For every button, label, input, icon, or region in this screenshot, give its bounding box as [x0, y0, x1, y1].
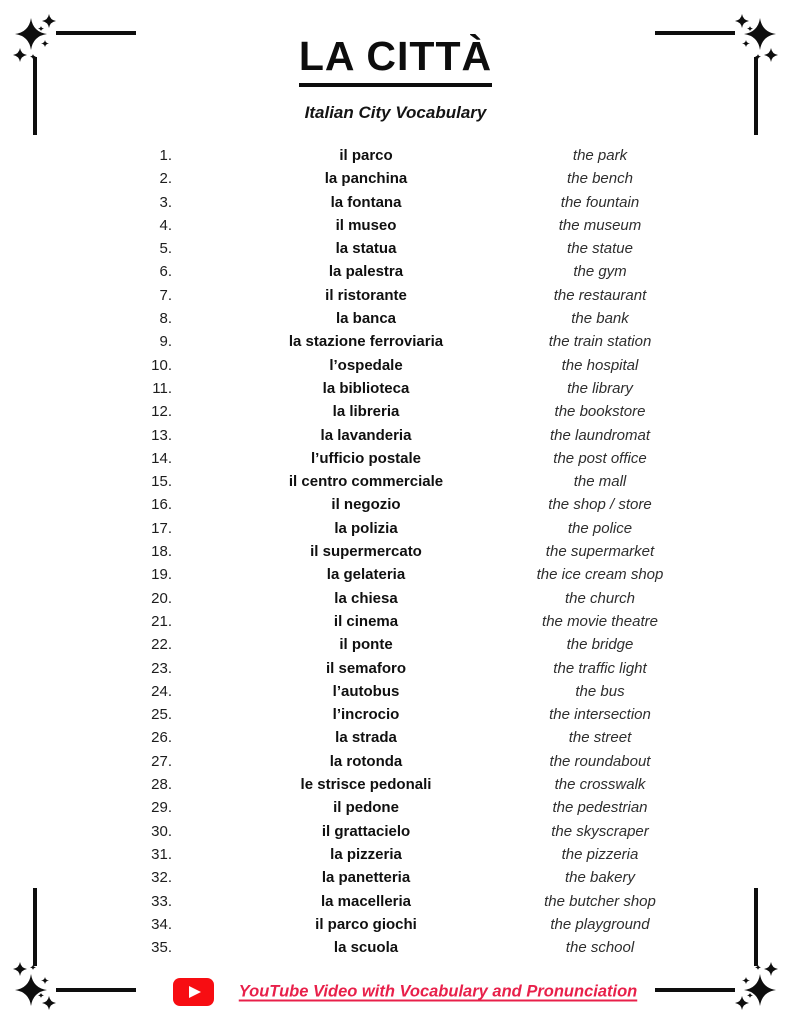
item-number: 12. [151, 403, 172, 421]
vocab-row [0, 400, 791, 423]
item-italian: la banca [335, 310, 397, 328]
item-english: the shop / store [548, 496, 652, 514]
vocab-row [0, 191, 791, 214]
item-english: the supermarket [545, 543, 655, 561]
item-italian: la panchina [324, 170, 408, 188]
item-english: the street [568, 729, 632, 747]
item-number: 16. [151, 496, 172, 514]
item-italian: la biblioteca [322, 379, 410, 397]
item-english: the bakery [564, 869, 636, 887]
item-number: 35. [151, 939, 172, 957]
vocab-row [0, 703, 791, 726]
vocab-row [0, 633, 791, 656]
item-number: 7. [159, 286, 172, 304]
vocab-row [0, 167, 791, 190]
page-title: LA CITTÀ [0, 33, 791, 87]
item-italian: il negozio [331, 496, 401, 514]
footer [0, 977, 791, 1007]
vocab-row [0, 260, 791, 283]
item-english: the church [564, 589, 636, 607]
item-number: 28. [151, 776, 172, 794]
vocab-row [0, 330, 791, 353]
item-english: the traffic light [553, 659, 647, 677]
item-italian: il grattacielo [321, 822, 411, 840]
item-number: 6. [159, 263, 172, 281]
vocab-row [0, 750, 791, 773]
item-number: 2. [159, 170, 172, 188]
vocab-row [0, 820, 791, 843]
item-number: 29. [151, 799, 172, 817]
item-italian: la pizzeria [330, 845, 402, 863]
item-italian: la palestra [328, 263, 404, 281]
item-italian: la gelateria [326, 566, 406, 584]
item-italian: la libreria [332, 403, 400, 421]
vocab-row [0, 447, 791, 470]
item-number: 8. [159, 310, 172, 328]
item-italian: la polizia [334, 519, 398, 537]
item-number: 25. [151, 706, 172, 724]
item-number: 22. [151, 636, 172, 654]
item-italian: il supermercato [310, 543, 422, 561]
item-italian: il parco giochi [315, 915, 417, 933]
vocab-row [0, 563, 791, 586]
item-italian: la statua [335, 240, 397, 258]
item-english: the library [567, 379, 633, 397]
item-english: the roundabout [549, 752, 651, 770]
item-number: 18. [151, 543, 172, 561]
vocab-row [0, 470, 791, 493]
item-italian: il semaforo [325, 659, 407, 677]
item-english: the playground [550, 915, 650, 933]
vocab-row [0, 354, 791, 377]
vocab-row [0, 936, 791, 959]
item-number: 14. [151, 449, 172, 467]
item-english: the pizzeria [561, 845, 639, 863]
item-italian: l’incrocio [332, 706, 400, 724]
item-italian: il museo [335, 216, 397, 234]
vocab-list [0, 144, 791, 959]
item-italian: l’autobus [332, 682, 400, 700]
item-italian: la fontana [330, 193, 402, 211]
item-italian: il ristorante [325, 286, 407, 304]
item-italian: la lavanderia [320, 426, 412, 444]
item-english: the intersection [549, 706, 651, 724]
item-english: the butcher shop [544, 892, 656, 910]
item-english: the bookstore [554, 403, 646, 421]
item-english: the movie theatre [542, 612, 658, 630]
vocab-row [0, 913, 791, 936]
item-number: 11. [152, 379, 172, 397]
item-number: 4. [159, 216, 172, 234]
item-italian: la stazione ferroviaria [288, 333, 444, 351]
item-number: 27. [151, 752, 172, 770]
item-italian: l’ospedale [329, 356, 403, 374]
item-english: the bank [571, 310, 629, 328]
item-number: 21. [151, 612, 172, 630]
vocab-row [0, 610, 791, 633]
item-italian: il centro commerciale [288, 473, 444, 491]
item-italian: la scuola [333, 939, 399, 957]
item-number: 19. [151, 566, 172, 584]
item-english: the school [565, 939, 635, 957]
item-italian: il ponte [339, 636, 393, 654]
vocab-row [0, 587, 791, 610]
item-number: 24. [151, 682, 172, 700]
item-english: the gym [573, 263, 627, 281]
item-number: 32. [151, 869, 172, 887]
item-english: the mall [573, 473, 627, 491]
item-number: 10. [151, 356, 172, 374]
item-italian: la chiesa [334, 589, 398, 607]
item-english: the bus [575, 682, 625, 700]
vocab-row [0, 214, 791, 237]
vocab-row [0, 726, 791, 749]
item-number: 34. [151, 915, 172, 933]
vocab-row [0, 657, 791, 680]
item-number: 26. [151, 729, 172, 747]
item-italian: il cinema [333, 612, 399, 630]
youtube-play-icon[interactable] [173, 978, 214, 1006]
item-italian: l’ufficio postale [310, 449, 422, 467]
item-italian: la panetteria [321, 869, 411, 887]
item-italian: il pedone [333, 799, 399, 817]
item-english: the restaurant [553, 286, 647, 304]
vocab-row [0, 377, 791, 400]
item-number: 9. [159, 333, 172, 351]
item-english: the park [572, 147, 628, 164]
vocab-row [0, 540, 791, 563]
youtube-video-link[interactable]: YouTube Video with Vocabulary and Pronunciation [238, 982, 638, 1001]
item-english: the bench [567, 170, 633, 188]
item-number: 23. [151, 659, 172, 677]
item-number: 20. [151, 589, 172, 607]
vocab-row [0, 843, 791, 866]
vocab-row [0, 680, 791, 703]
item-english: the train station [548, 333, 652, 351]
vocab-row [0, 890, 791, 913]
vocab-row [0, 237, 791, 260]
item-english: the museum [558, 216, 642, 234]
item-english: the pedestrian [552, 799, 648, 817]
vocab-row [0, 773, 791, 796]
item-english: the hospital [561, 356, 639, 374]
item-italian: le strisce pedonali [300, 776, 432, 794]
vocab-row [0, 424, 791, 447]
item-english: the ice cream shop [536, 566, 664, 584]
item-english: the skyscraper [551, 822, 649, 840]
item-english: the laundromat [549, 426, 651, 444]
item-english: the bridge [566, 636, 634, 654]
item-english: the crosswalk [554, 776, 646, 794]
item-number: 1. [159, 147, 172, 164]
item-english: the post office [553, 449, 647, 467]
item-number: 3. [159, 193, 172, 211]
vocab-row [0, 866, 791, 889]
item-number: 15. [151, 473, 172, 491]
item-number: 17. [151, 519, 172, 537]
item-english: the fountain [560, 193, 640, 211]
item-italian: il parco [339, 147, 393, 164]
vocab-row [0, 517, 791, 540]
page-subtitle: Italian City Vocabulary [304, 103, 487, 122]
item-number: 13. [151, 426, 172, 444]
vocab-row [0, 307, 791, 330]
vocab-row [0, 284, 791, 307]
item-english: the police [567, 519, 633, 537]
item-number: 30. [151, 822, 172, 840]
item-italian: la strada [335, 729, 397, 747]
item-italian: la macelleria [320, 892, 412, 910]
item-number: 33. [151, 892, 172, 910]
item-number: 5. [159, 240, 172, 258]
vocab-row [0, 144, 791, 167]
item-number: 31. [151, 845, 172, 863]
vocab-row [0, 493, 791, 516]
item-italian: la rotonda [329, 752, 403, 770]
item-english: the statue [567, 240, 633, 258]
vocab-row [0, 796, 791, 819]
